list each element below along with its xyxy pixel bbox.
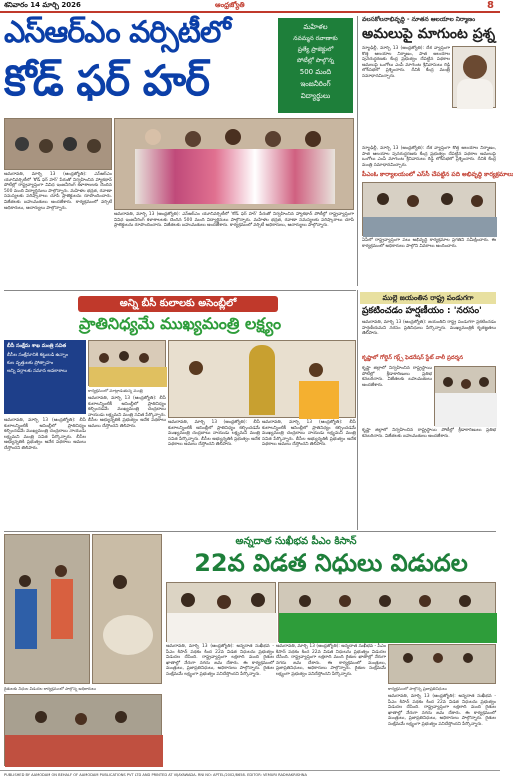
highlight-item: నవమ్మన రవాణాకు bbox=[293, 35, 338, 42]
bottom-kicker: అన్నదాత సుఖీభవ పీఎం కిసాన్ bbox=[235, 536, 357, 547]
sports-photo bbox=[434, 366, 496, 426]
lead-highlights-box bbox=[278, 18, 353, 113]
highlight-item: ఇంజనీరింగ్ bbox=[300, 80, 331, 88]
bottom-body-col1: అమరావతి, మార్చి 13 (ఆంధ్రజ్యోతి): అన్నదాత సుఖీభవ - పీఎం కిసాన్ పథకం కింద 22వ విడత నిధులను ప్రభుత్వం విడుదల చేసింది. రాష్ట్రవ్యాప్తంగా లక్షలాది మంది రైతుల ఖాతాల్లో నేరుగా నగదు జమ చేశారు. ఈ కార్యక్రమంలో మంత్రులు, ప్రజాప్రతినిధులు, అధికారులు పాల్గొన్నారు. రైతుల సంక్షేమమే లక్ష్యంగా ప్రభుత్వం పనిచేస్తోందని పేర్కొన్నారు. bbox=[166, 644, 274, 677]
right-top-body2: ఏపీలో రాష్ట్రవ్యాప్తంగా పలు అభివృద్ధి కార్యక్రమాల ప్రగతిని సమీక్షించారు. ఈ కార్యక్రమంలో అధికారులు పాల్గొని వివరాలు అందించారు. bbox=[362, 238, 496, 249]
bottom-right-caption: కార్యక్రమంలో పాల్గొన్న ప్రజాప్రతినిధులు bbox=[388, 686, 447, 691]
highlight-item: ప్రత్యే ప్రాజెక్టులో bbox=[297, 46, 334, 53]
imprint-text: PUBLISHED BY AAMODAM ON BEHALF OF AAMODAM PUBLICATIONS PVT LTD AND PRINTED AT VIJAYAWADA. RNI NO: APTEL/2002/8658. EDITOR: VEMURI RADHAKRISHNA bbox=[4, 773, 307, 777]
bottom-body-col3: అమరావతి, మార్చి 13 (ఆంధ్రజ్యోతి): అన్నదాత సుఖీభవ - పీఎం కిసాన్ పథకం కింద 22వ విడత నిధులను ప్రభుత్వం విడుదల చేసింది. రాష్ట్రవ్యాప్తంగా లక్షలాది మంది రైతుల ఖాతాల్లో నేరుగా నగదు జమ చేశారు. ఈ కార్యక్రమంలో మంత్రులు, ప్రజాప్రతినిధులు, అధికారులు పాల్గొన్నారు. రైతుల సంక్షేమమే లక్ష్యంగా ప్రభుత్వం పనిచేస్తోందని పేర్కొన్నారు. bbox=[388, 694, 496, 727]
right-mid-body: అమరావతి, మార్చి 13 (ఆంధ్రజ్యోతి): జయంతిని రాష్ట్ర పండుగగా ప్రకటించడం హర్షణీయమని నరసం ప్రతినిధులు పేర్కొన్నారు. ముఖ్యమంత్రికి కృతజ్ఞతలు తెలిపారు. bbox=[362, 320, 496, 337]
street-photo bbox=[4, 534, 90, 684]
print-imprint bbox=[0, 770, 500, 780]
quote-box-item: బీసీల సంక్షేమానికి కట్టుబడి ఉన్నాం bbox=[7, 353, 68, 358]
minister-event-photo bbox=[88, 340, 166, 386]
banner-kicker: అన్ని బీసీ కులాలకు అసెంబ్లీలో bbox=[78, 296, 278, 312]
lead-photo-dignitaries bbox=[114, 118, 354, 210]
banner-body-col1: అమరావతి, మార్చి 13 (ఆంధ్రజ్యోతి): బీసీ కులాలన్నింటికీ అసెంబ్లీలో ప్రాతినిధ్యం కల్పించడమే ముఖ్యమంత్రి చంద్రబాబు నాయుడు లక్ష్యమని మంత్రి సవిత పేర్కొన్నారు. బీసీల అభ్యున్నతికి ప్రభుత్వం అనేక పథకాలు అమలు చేస్తోందని తెలిపారు. bbox=[4, 418, 86, 451]
right-top-kicker: వలసకోలనాభివృద్ధి - నూతన ఆలయాల నిర్మాణం bbox=[362, 16, 476, 23]
right-top-body-cont: న్యూఢిల్లీ, మార్చి 13 (ఆంధ్రజ్యోతి): దేశ వ్యాప్తంగా కొత్త ఆలయాల నిర్మాణం, పాత ఆలయాల పునరుద్ధరణకు కేంద్ర ప్రభుత్వం చేపట్టిన పథకాల అమలుపై ఒంగోలు ఎంపీ మాగుంట శ్రీనివాసులు రెడ్డి లోక్‌సభలో ప్రశ్నించారు. దీనికి కేంద్ర మంత్రి సమాధానమిచ్చారు. bbox=[362, 146, 496, 168]
meeting-photo bbox=[362, 182, 496, 236]
right-top-body: న్యూఢిల్లీ, మార్చి 13 (ఆంధ్రజ్యోతి): దేశ వ్యాప్తంగా కొత్త ఆలయాల నిర్మాణం, పాత ఆలయాల పునరుద్ధరణకు కేంద్ర ప్రభుత్వం చేపట్టిన పథకాల అమలుపై ఒంగోలు ఎంపీ మాగుంట శ్రీనివాసులు రెడ్డి లోక్‌సభలో ప్రశ్నించారు. దీనికి కేంద్ర మంత్రి సమాధానమిచ్చారు. bbox=[362, 46, 450, 79]
bottom-headline: 22వ విడత నిధులు విడుదల bbox=[194, 549, 468, 577]
masthead-bar bbox=[0, 0, 500, 13]
highlight-item: మహిళల bbox=[303, 23, 328, 31]
bottom-left-caption: రైతులకు నిధుల విడుదల కార్యక్రమంలో పాల్గొన్న అధికారులు bbox=[4, 686, 96, 691]
right-mid-kicker: ముల్లె జయంతిన రాష్ట్ర పండుగగా bbox=[360, 292, 496, 304]
quote-box-title: బీసీ సంక్షేమ శాఖ మంత్రి సవిత bbox=[7, 343, 67, 349]
lead-article-body: అమరావతి, మార్చి 13 (ఆంధ్రజ్యోతి): ఎస్‌ఆర్‌ఎం యూనివర్సిటీలో 'కోడ్ ఫర్ హర్' పేరుతో నిర్వహించిన హ్యాకథాన్ పోటీల్లో రాష్ట్రవ్యాప్తంగా వివిధ ఇంజనీరింగ్ కళాశాలలకు చెందిన 500 మంది విద్యార్థినులు పాల్గొన్నారు. మహిళల భద్రత, రవాణా సమస్యలకు పరిష్కారాలు చూపే ప్రాజెక్టులను రూపొందించారు. విజేతలకు బహుమతులు అందజేశారు. కార్యక్రమంలో వర్సిటీ అధికారులు, ఆచార్యులు పాల్గొన్నారు. bbox=[4, 172, 112, 211]
right-mid-body2: కృష్ణా జిల్లాలో నిర్వహించిన రాష్ట్రస్థాయి పోటీల్లో క్రీడాకారిణులు ప్రతిభ కనబరిచారు. విజేతలకు బహుమతులు అందజేశారు. bbox=[362, 366, 432, 388]
quote-box-item: అన్ని వర్గాలకు సమాన అవకాశాలు bbox=[7, 369, 68, 374]
banner-body-col4: అమరావతి, మార్చి 13 (ఆంధ్రజ్యోతి): బీసీ కులాలన్నింటికీ అసెంబ్లీలో ప్రాతినిధ్యం కల్పించడమే ముఖ్యమంత్రి చంద్రబాబు నాయుడు లక్ష్యమని మంత్రి సవిత పేర్కొన్నారు. బీసీల అభ్యున్నతికి ప్రభుత్వం అనేక పథకాలు అమలు చేస్తోందని తెలిపారు. bbox=[262, 420, 356, 448]
pm-kisan-photo-1 bbox=[166, 582, 276, 642]
banner-headline: ప్రాతినిధ్యమే ముఖ్యమంత్రి లక్ష్యం bbox=[78, 314, 282, 333]
minister-photo-caption: కార్యక్రమంలో మాట్లాడుతున్న మంత్రి bbox=[88, 388, 143, 393]
minister-quote-box bbox=[4, 340, 86, 414]
mp-portrait bbox=[452, 46, 496, 108]
market-photo bbox=[4, 694, 162, 766]
banner-body-col3: అమరావతి, మార్చి 13 (ఆంధ్రజ్యోతి): బీసీ కులాలన్నింటికీ అసెంబ్లీలో ప్రాతినిధ్యం కల్పించడమే ముఖ్యమంత్రి చంద్రబాబు నాయుడు లక్ష్యమని మంత్రి సవిత పేర్కొన్నారు. బీసీల అభ్యున్నతికి ప్రభుత్వం అనేక పథకాలు అమలు చేస్తోందని తెలిపారు. bbox=[168, 420, 260, 448]
page-number: 8 bbox=[487, 0, 494, 11]
banner-body-col2: అమరావతి, మార్చి 13 (ఆంధ్రజ్యోతి): బీసీ కులాలన్నింటికీ అసెంబ్లీలో ప్రాతినిధ్యం కల్పించడమే ముఖ్యమంత్రి చంద్రబాబు నాయుడు లక్ష్యమని మంత్రి సవిత పేర్కొన్నారు. బీసీల అభ్యున్నతికి ప్రభుత్వం అనేక పథకాలు అమలు చేస్తోందని తెలిపారు. bbox=[88, 396, 166, 429]
lead-photo-classroom bbox=[4, 118, 112, 170]
pm-kisan-photo-2 bbox=[278, 582, 496, 642]
bottom-body-col2: అమరావతి, మార్చి 13 (ఆంధ్రజ్యోతి): అన్నదాత సుఖీభవ - పీఎం కిసాన్ పథకం కింద 22వ విడత నిధులను ప్రభుత్వం విడుదల చేసింది. రాష్ట్రవ్యాప్తంగా లక్షలాది మంది రైతుల ఖాతాల్లో నేరుగా నగదు జమ చేశారు. ఈ కార్యక్రమంలో మంత్రులు, ప్రజాప్రతినిధులు, అధికారులు పాల్గొన్నారు. రైతుల సంక్షేమమే లక్ష్యంగా ప్రభుత్వం పనిచేస్తోందని పేర్కొన్నారు. bbox=[276, 644, 386, 677]
highlight-item: పోటీల్లో పాల్గొన్న bbox=[296, 57, 335, 64]
statue-event-photo bbox=[168, 340, 356, 418]
brand-name: ఆంధ్రజ్యోతి bbox=[215, 1, 245, 9]
right-top-subheadline: పీఎంఓ కార్యాలయంలో ఎస్‌సీ చేపట్టిన పది అభివృద్ధి కార్యక్రమాలు bbox=[362, 171, 513, 178]
street-photo-2 bbox=[92, 534, 162, 684]
issue-date: శనివారం 14 మార్చి 2026 bbox=[4, 1, 81, 9]
pm-kisan-photo-3 bbox=[388, 644, 496, 684]
right-top-headline: అమలుపై మాగుంట ప్రశ్న bbox=[362, 26, 496, 42]
lead-headline-line2: కోడ్ ఫర్ హర్ bbox=[4, 56, 210, 105]
right-mid-body2-cont: కృష్ణా జిల్లాలో నిర్వహించిన రాష్ట్రస్థాయి పోటీల్లో క్రీడాకారిణులు ప్రతిభ కనబరిచారు. విజేతలకు బహుమతులు అందజేశారు. bbox=[362, 428, 496, 439]
right-mid-headline: ప్రకటించడం హర్షణీయం : 'నరసం' bbox=[362, 306, 482, 316]
right-mid-subheadline: కృష్ణాలో గోల్డెన్ గర్ల్స్ ఫెడరేషన్ స్టేట్ వాలీ ప్రదర్శన bbox=[362, 355, 464, 361]
highlight-item: 500 మంది bbox=[299, 68, 332, 76]
highlight-item: విద్యార్థులు bbox=[300, 92, 331, 100]
lead-headline-line1: ఎస్‌ఆర్‌ఎం వర్సిటీలో bbox=[4, 15, 230, 50]
lead-article-body-cont: అమరావతి, మార్చి 13 (ఆంధ్రజ్యోతి): ఎస్‌ఆర్‌ఎం యూనివర్సిటీలో 'కోడ్ ఫర్ హర్' పేరుతో నిర్వహించిన హ్యాకథాన్ పోటీల్లో రాష్ట్రవ్యాప్తంగా వివిధ ఇంజనీరింగ్ కళాశాలలకు చెందిన 500 మంది విద్యార్థినులు పాల్గొన్నారు. మహిళల భద్రత, రవాణా సమస్యలకు పరిష్కారాలు చూపే ప్రాజెక్టులను రూపొందించారు. విజేతలకు బహుమతులు అందజేశారు. కార్యక్రమంలో వర్సిటీ అధికారులు, ఆచార్యులు పాల్గొన్నారు. bbox=[114, 212, 354, 229]
quote-box-item: కుల వృత్తులకు ప్రోత్సాహం bbox=[7, 361, 54, 366]
